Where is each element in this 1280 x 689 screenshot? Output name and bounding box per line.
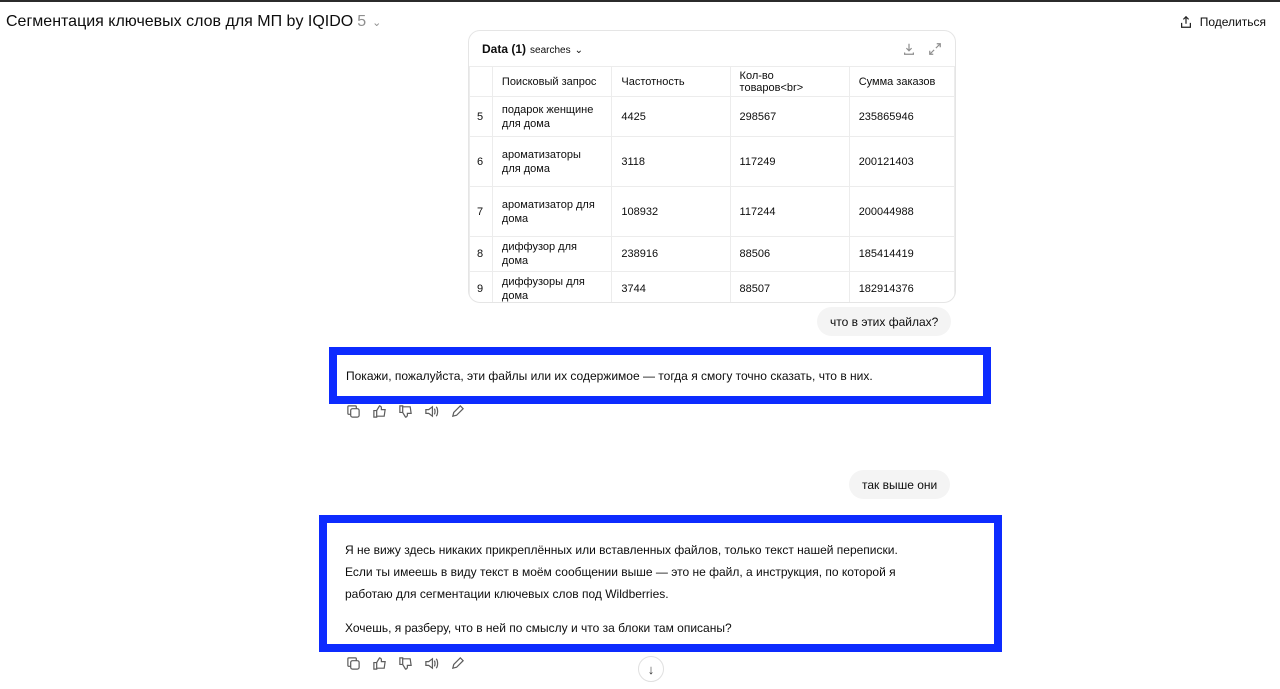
- cell-query[interactable]: ароматизаторы для дома: [492, 137, 611, 187]
- data-card-header: [469, 31, 955, 66]
- message-actions: [346, 656, 465, 671]
- chevron-down-icon: ⌄: [372, 16, 382, 29]
- thumbs-up-icon[interactable]: [372, 404, 387, 419]
- cell-goods[interactable]: 117244: [730, 187, 849, 237]
- assistant-message-line: работаю для сегментации ключевых слов под Wildberries.: [345, 587, 669, 601]
- column-header-goods[interactable]: Кол-во товаров<br>: [730, 67, 849, 97]
- cell-query[interactable]: ароматизатор для дома: [492, 187, 611, 237]
- cell-orders-sum[interactable]: 235865946: [849, 97, 954, 137]
- column-header-orders-sum[interactable]: Сумма заказов: [849, 67, 954, 97]
- row-index: 6: [470, 137, 493, 187]
- thumbs-down-icon[interactable]: [398, 404, 413, 419]
- message-actions: [346, 404, 465, 419]
- cell-frequency[interactable]: 238916: [612, 237, 730, 272]
- table-row: [470, 97, 955, 137]
- data-table: [469, 66, 955, 303]
- row-index: 7: [470, 187, 493, 237]
- user-message-text: что в этих файлах?: [830, 314, 939, 329]
- cell-orders-sum[interactable]: 182914376: [849, 272, 954, 304]
- speaker-icon[interactable]: [424, 656, 439, 671]
- column-header-query[interactable]: Поисковый запрос: [492, 67, 611, 97]
- table-row: [470, 187, 955, 237]
- cell-goods[interactable]: 88507: [730, 272, 849, 304]
- version-number: 5: [357, 13, 367, 30]
- cell-frequency[interactable]: 108932: [612, 187, 730, 237]
- cell-frequency[interactable]: 4425: [612, 97, 730, 137]
- chat-title: Сегментация ключевых слов для МП by IQIDO: [6, 13, 354, 30]
- thumbs-down-icon[interactable]: [398, 656, 413, 671]
- copy-icon[interactable]: [346, 404, 361, 419]
- data-card-sheet: searches: [530, 44, 571, 56]
- table-row: [470, 237, 955, 272]
- column-header-frequency[interactable]: Частотность: [612, 67, 730, 97]
- assistant-message-highlighted: [329, 347, 991, 404]
- table-row: [470, 137, 955, 187]
- row-index: 8: [470, 237, 493, 272]
- cell-frequency[interactable]: 3744: [612, 272, 730, 304]
- cell-goods[interactable]: 88506: [730, 237, 849, 272]
- data-card-title[interactable]: [482, 42, 583, 56]
- cell-query[interactable]: диффузор для дома: [492, 237, 611, 272]
- model-selector[interactable]: [6, 13, 381, 31]
- assistant-message-line: Я не вижу здесь никаких прикреплённых или вставленных файлов, только текст нашей переписки.: [345, 543, 898, 557]
- copy-icon[interactable]: [346, 656, 361, 671]
- cell-orders-sum[interactable]: 200121403: [849, 137, 954, 187]
- cell-query[interactable]: диффузоры для дома: [492, 272, 611, 304]
- expand-icon[interactable]: [928, 42, 942, 56]
- assistant-message-text: Покажи, пожалуйста, эти файлы или их содержимое — тогда я смогу точно сказать, что в них.: [346, 369, 873, 383]
- cell-query[interactable]: подарок женщине для дома: [492, 97, 611, 137]
- data-table-card: [468, 30, 956, 303]
- cell-frequency[interactable]: 3118: [612, 137, 730, 187]
- assistant-message-line: Если ты имеешь в виду текст в моём сообщении выше — это не файл, а инструкция, по которой я: [345, 565, 896, 579]
- cell-orders-sum[interactable]: 185414419: [849, 237, 954, 272]
- edit-icon[interactable]: [450, 404, 465, 419]
- assistant-message-highlighted: [319, 515, 1002, 652]
- user-message: [849, 470, 950, 499]
- download-icon[interactable]: [902, 42, 916, 56]
- speaker-icon[interactable]: [424, 404, 439, 419]
- cell-orders-sum[interactable]: 200044988: [849, 187, 954, 237]
- share-label: Поделиться: [1199, 15, 1266, 29]
- chevron-down-icon: ⌄: [574, 44, 583, 56]
- cell-goods[interactable]: 117249: [730, 137, 849, 187]
- share-button[interactable]: [1179, 15, 1266, 29]
- scroll-to-bottom-button[interactable]: [638, 656, 664, 682]
- column-header-index: [470, 67, 493, 97]
- row-index: 5: [470, 97, 493, 137]
- user-message-text: так выше они: [862, 477, 938, 492]
- data-card-name: Data (1): [482, 41, 527, 56]
- table-header-row: [470, 67, 955, 97]
- user-message: [817, 307, 951, 336]
- cell-goods[interactable]: 298567: [730, 97, 849, 137]
- arrow-down-icon: ↓: [647, 661, 655, 677]
- row-index: 9: [470, 272, 493, 304]
- thumbs-up-icon[interactable]: [372, 656, 387, 671]
- share-icon: [1179, 15, 1193, 29]
- edit-icon[interactable]: [450, 656, 465, 671]
- assistant-message-line: Хочешь, я разберу, что в ней по смыслу и что за блоки там описаны?: [345, 621, 732, 635]
- table-row: [470, 272, 955, 304]
